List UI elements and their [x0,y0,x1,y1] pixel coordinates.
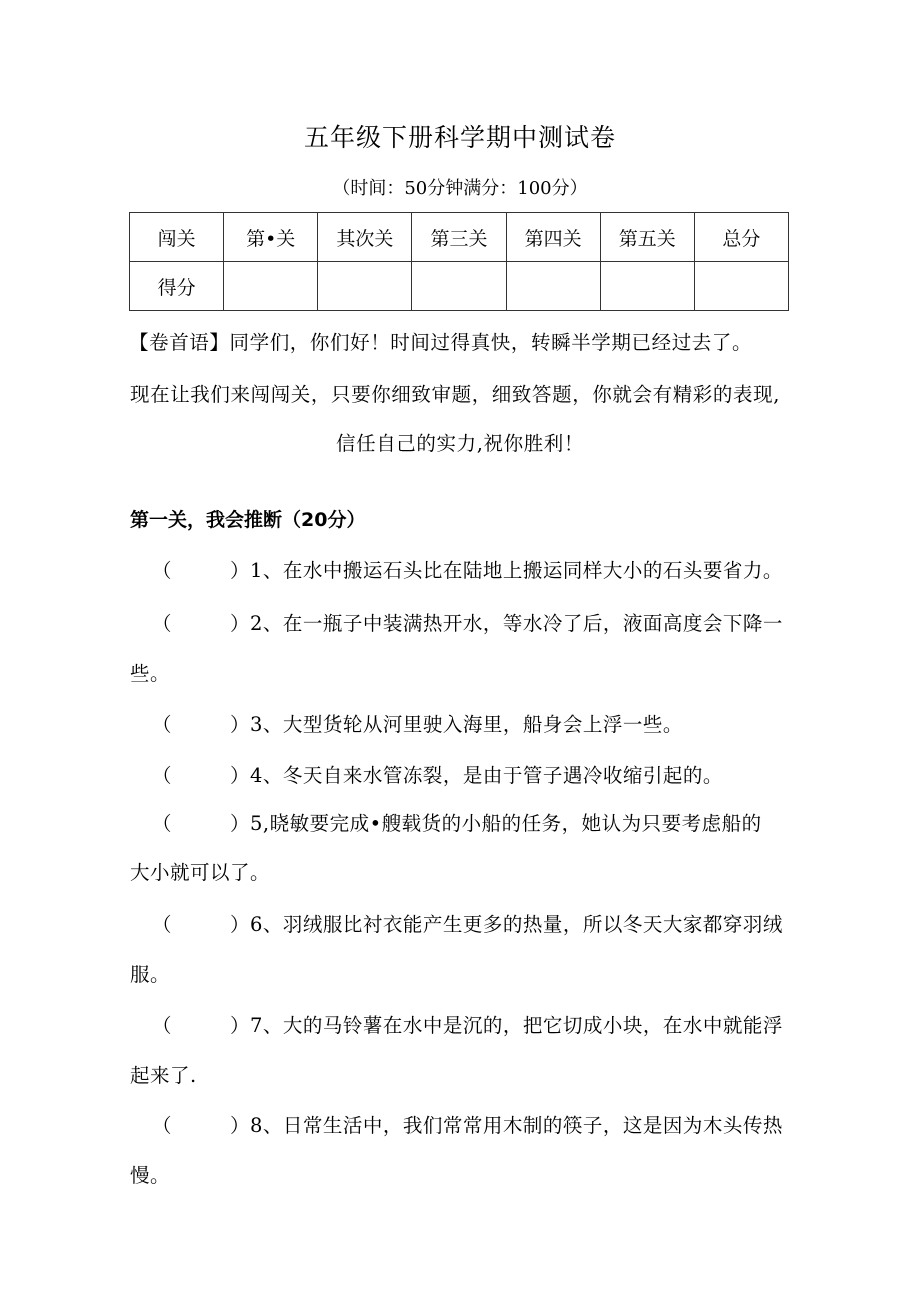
preface-line-1: 【卷首语】同学们，你们好！时间过得真快，转瞬半学期已经过去了。 [129,331,753,354]
preface-line-3: 信任自己的实力,祝你胜利！ [336,432,584,455]
score-table-header-row [130,213,789,262]
score-cell[interactable] [694,262,788,311]
score-row-label: 得分 [130,262,224,311]
score-table-header: 其次关 [318,213,412,262]
answer-blank[interactable]: （ ） [152,1114,250,1137]
question-text: 1、在水中搬运石头比在陆地上搬运同样大小的石头要省力。 [250,559,783,582]
answer-blank[interactable]: （ ） [152,612,250,635]
page-title: 五年级下册科学期中测试卷 [303,123,616,152]
answer-blank[interactable]: （ ） [152,913,250,936]
question-5 [152,808,762,836]
preface-line-2: 现在让我们来闯闯关，只要你细致审题，细致答题，你就会有精彩的表现, [130,383,780,406]
score-table-header: 第五关 [600,213,694,262]
section-heading: 第一关，我会推断（20分） [130,509,366,531]
score-cell[interactable] [506,262,600,311]
question-text: 4、冬天自来水管冻裂，是由于管子遇冷收缩引起的。 [250,764,723,787]
question-continuation: 起来了. [130,1064,197,1087]
score-table-header: 总分 [694,213,788,262]
question-continuation: 些。 [130,662,171,685]
question-1 [152,555,783,583]
question-text: 2、在一瓶子中装满热开水，等水冷了后，液面高度会下降一 [250,612,783,635]
score-table-header: 第三关 [412,213,506,262]
question-4 [152,760,723,788]
score-table-header: 第四关 [506,213,600,262]
question-text: 8、日常生活中，我们常常用木制的筷子，这是因为木头传热 [250,1114,783,1137]
score-table-header: 第•关 [224,213,318,262]
question-8 [152,1110,783,1138]
score-cell[interactable] [318,262,412,311]
score-cell[interactable] [224,262,318,311]
answer-blank[interactable]: （ ） [152,713,250,736]
answer-blank[interactable]: （ ） [152,1014,250,1037]
question-2 [152,608,783,636]
answer-blank[interactable]: （ ） [152,559,250,582]
question-text: 3、大型货轮从河里驶入海里，船身会上浮一些。 [250,713,683,736]
question-continuation: 大小就可以了。 [130,861,271,884]
answer-blank[interactable]: （ ） [152,812,250,835]
score-cell[interactable] [412,262,506,311]
question-text: 6、羽绒服比衬衣能产生更多的热量，所以冬天大家都穿羽绒 [250,913,783,936]
exam-info: （时间：50分钟满分：100分） [332,178,588,199]
score-cell[interactable] [600,262,694,311]
question-text: 5,晓敏要完成•艘载货的小船的任务，她认为只要考虑船的 [250,812,762,835]
question-7 [152,1010,783,1038]
question-continuation: 服。 [130,963,171,986]
question-continuation: 慢。 [130,1164,171,1187]
score-table-header: 闯关 [130,213,224,262]
score-table [129,212,789,311]
answer-blank[interactable]: （ ） [152,764,250,787]
score-table-score-row [130,262,789,311]
question-3 [152,709,683,737]
question-text: 7、大的马铃薯在水中是沉的，把它切成小块，在水中就能浮 [250,1014,783,1037]
question-6 [152,909,783,937]
